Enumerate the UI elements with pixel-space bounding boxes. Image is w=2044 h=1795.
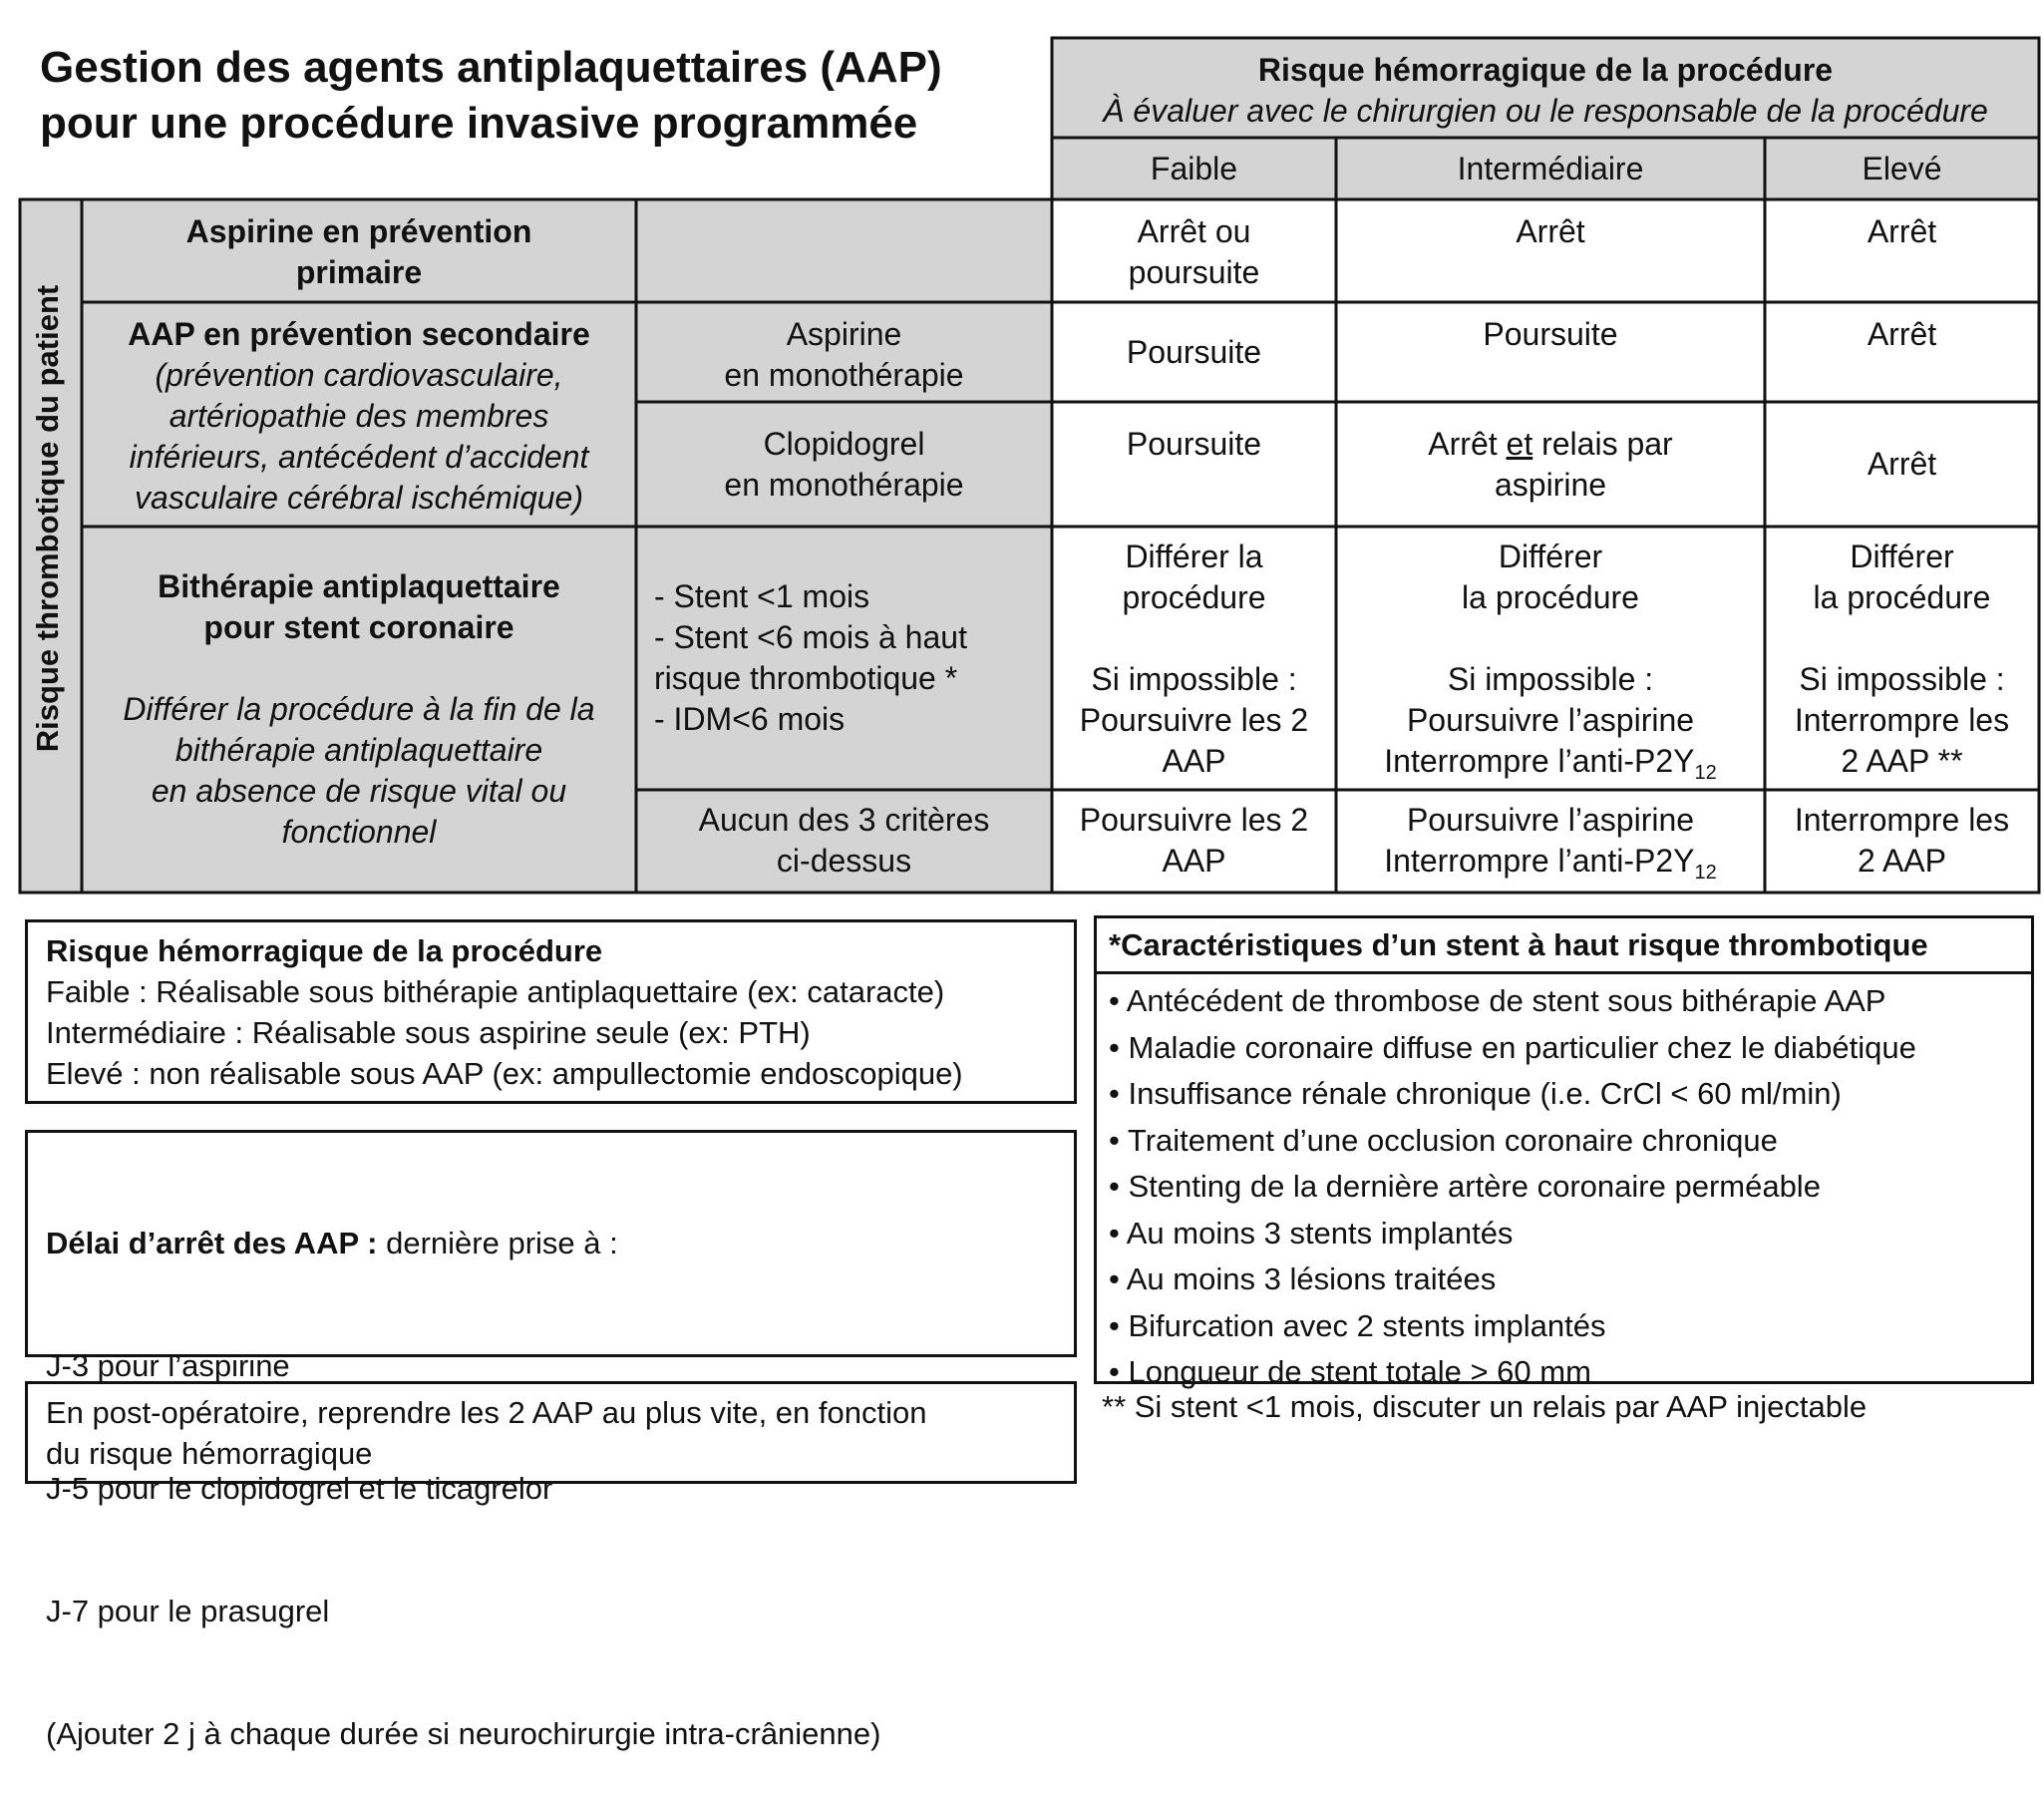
list-item: • Insuffisance rénale chronique (i.e. CrCl < 60 ml/min) — [1109, 1076, 1842, 1111]
legend-bleeding-title: Risque hémorragique de la procédure — [46, 933, 603, 968]
footnote: ** Si stent <1 mois, discuter un relais par AAP injectable — [1102, 1389, 1868, 1424]
row-aspirin-faible: Poursuite — [1126, 333, 1262, 370]
col-header-faible: Faible — [1052, 138, 1336, 199]
list-item: • Longueur de stent totale > 60 mm — [1109, 1354, 1591, 1389]
row-clopidogrel-faible: Poursuite — [1126, 426, 1262, 462]
list-item: • Antécédent de thrombose de stent sous bithérapie AAP — [1109, 983, 1886, 1018]
row-dual-high-criteria: - Stent <1 mois - Stent <6 mois à haut risque thrombotique * - IDM<6 mois — [636, 527, 1052, 790]
page-title — [40, 40, 1037, 152]
stop-delay-title: Délai d’arrêt des AAP : — [46, 1226, 378, 1260]
row-primary-eleve: Arrêt — [1867, 213, 1937, 249]
row-aspirin-eleve: Arrêt — [1867, 316, 1937, 352]
col-header-intermediaire: Intermédiaire — [1336, 138, 1765, 199]
row-clopidogrel-intermediaire: Arrêt et relais par aspirine — [1428, 426, 1673, 503]
row-dual-high-intermediaire: Différer la procédure Si impossible : Poursuivre l’aspirine Interrompre $l’anti-P2Y_{12}$ — [1384, 538, 1717, 784]
header-sub: À évaluer avec le chirurgien ou le responsable de la procédure — [1103, 93, 1988, 129]
list-item: • Au moins 3 stents implantés — [1109, 1215, 1514, 1251]
row-primary-subcell — [636, 199, 1052, 302]
stent-features-title: *Caractéristiques d’un stent à haut risque thrombotique — [1097, 920, 2031, 974]
row-dual-label: Bithérapie antiplaquettaire pour stent coronaire Différer la procédure à la fin de la bithérapie antiplaquettaire en absence de risque vital ou fonctionnel — [82, 527, 636, 893]
row-primary-label: Aspirine en prévention primaire — [82, 199, 636, 302]
stent-features-box — [1094, 915, 2034, 1389]
row-aspirin-intermediaire: Poursuite — [1483, 316, 1618, 352]
header-main: Risque hémorragique de la procédure — [1257, 52, 1834, 88]
list-item: • Au moins 3 lésions traitées — [1109, 1261, 1497, 1296]
row-dual-high-faible: Différer la procédure Si impossible : Poursuivre les 2 AAP — [1079, 538, 1309, 779]
row-dual-none-intermediaire: Poursuivre l’aspirine Interrompre $l’anti-P2Y_{12}$ — [1384, 802, 1717, 884]
row-primary-intermediaire: Arrêt — [1516, 213, 1585, 249]
list-item: • Stenting de la dernière artère coronaire perméable — [1109, 1169, 1821, 1204]
row-clopidogrel-eleve: Arrêt — [1867, 446, 1937, 482]
page-title-line1: Gestion des agents antiplaquettaires (AAP) — [40, 43, 942, 92]
row-clopidogrel-sub: Clopidogrel en monothérapie — [636, 402, 1052, 527]
row-primary-faible: Arrêt ou poursuite — [1128, 213, 1260, 290]
row-dual-high-eleve: Différer la procédure Si impossible : Interrompre les 2 AAP ** — [1794, 538, 2010, 779]
list-item: • Maladie coronaire diffuse en particulier chez le diabétique — [1109, 1029, 1916, 1065]
list-item: • Bifurcation avec 2 stents implantés — [1109, 1307, 1606, 1343]
legend-bleeding-risk: Risque hémorragique de la procédure Faible : Réalisable sous bithérapie antiplaquettaire (ex: cataracte) Intermédiaire : Réalisable sous aspirine seule (ex: PTH) Elevé : non réalisable sous AAP (ex: ampullectomie endoscopique) — [25, 919, 1077, 1104]
row-secondary-label: AAP en prévention secondaire (prévention cardiovasculaire, artériopathie des membres inférieurs, antécédent d’accident vasculaire cérébral ischémique) — [82, 302, 636, 527]
col-header-eleve: Elevé — [1765, 138, 2039, 199]
header-bleeding-risk — [1052, 38, 2039, 138]
list-item: • Traitement d’une occlusion coronaire chronique — [1109, 1122, 1778, 1158]
page-title-line2: pour une procédure invasive programmée — [40, 99, 918, 148]
row-aspirin-sub: Aspirine en monothérapie — [636, 302, 1052, 402]
stop-delay-box: Délai d’arrêt des AAP : dernière prise à : J-3 pour l’aspirine J-5 pour le clopidogrel et le ticagrelor J-7 pour le prasugrel (Ajouter 2 j à chaque durée si neurochirurgie intra-crânienne) — [25, 1130, 1077, 1357]
post-op-box: En post-opératoire, reprendre les 2 AAP au plus vite, en fonction du risque hémorragique — [25, 1381, 1077, 1484]
row-dual-none-faible: Poursuivre les 2 AAP — [1079, 802, 1309, 879]
row-dual-none-criteria: Aucun des 3 critères ci-dessus — [636, 790, 1052, 893]
row-dual-none-eleve: Interrompre les 2 AAP — [1794, 802, 2010, 879]
